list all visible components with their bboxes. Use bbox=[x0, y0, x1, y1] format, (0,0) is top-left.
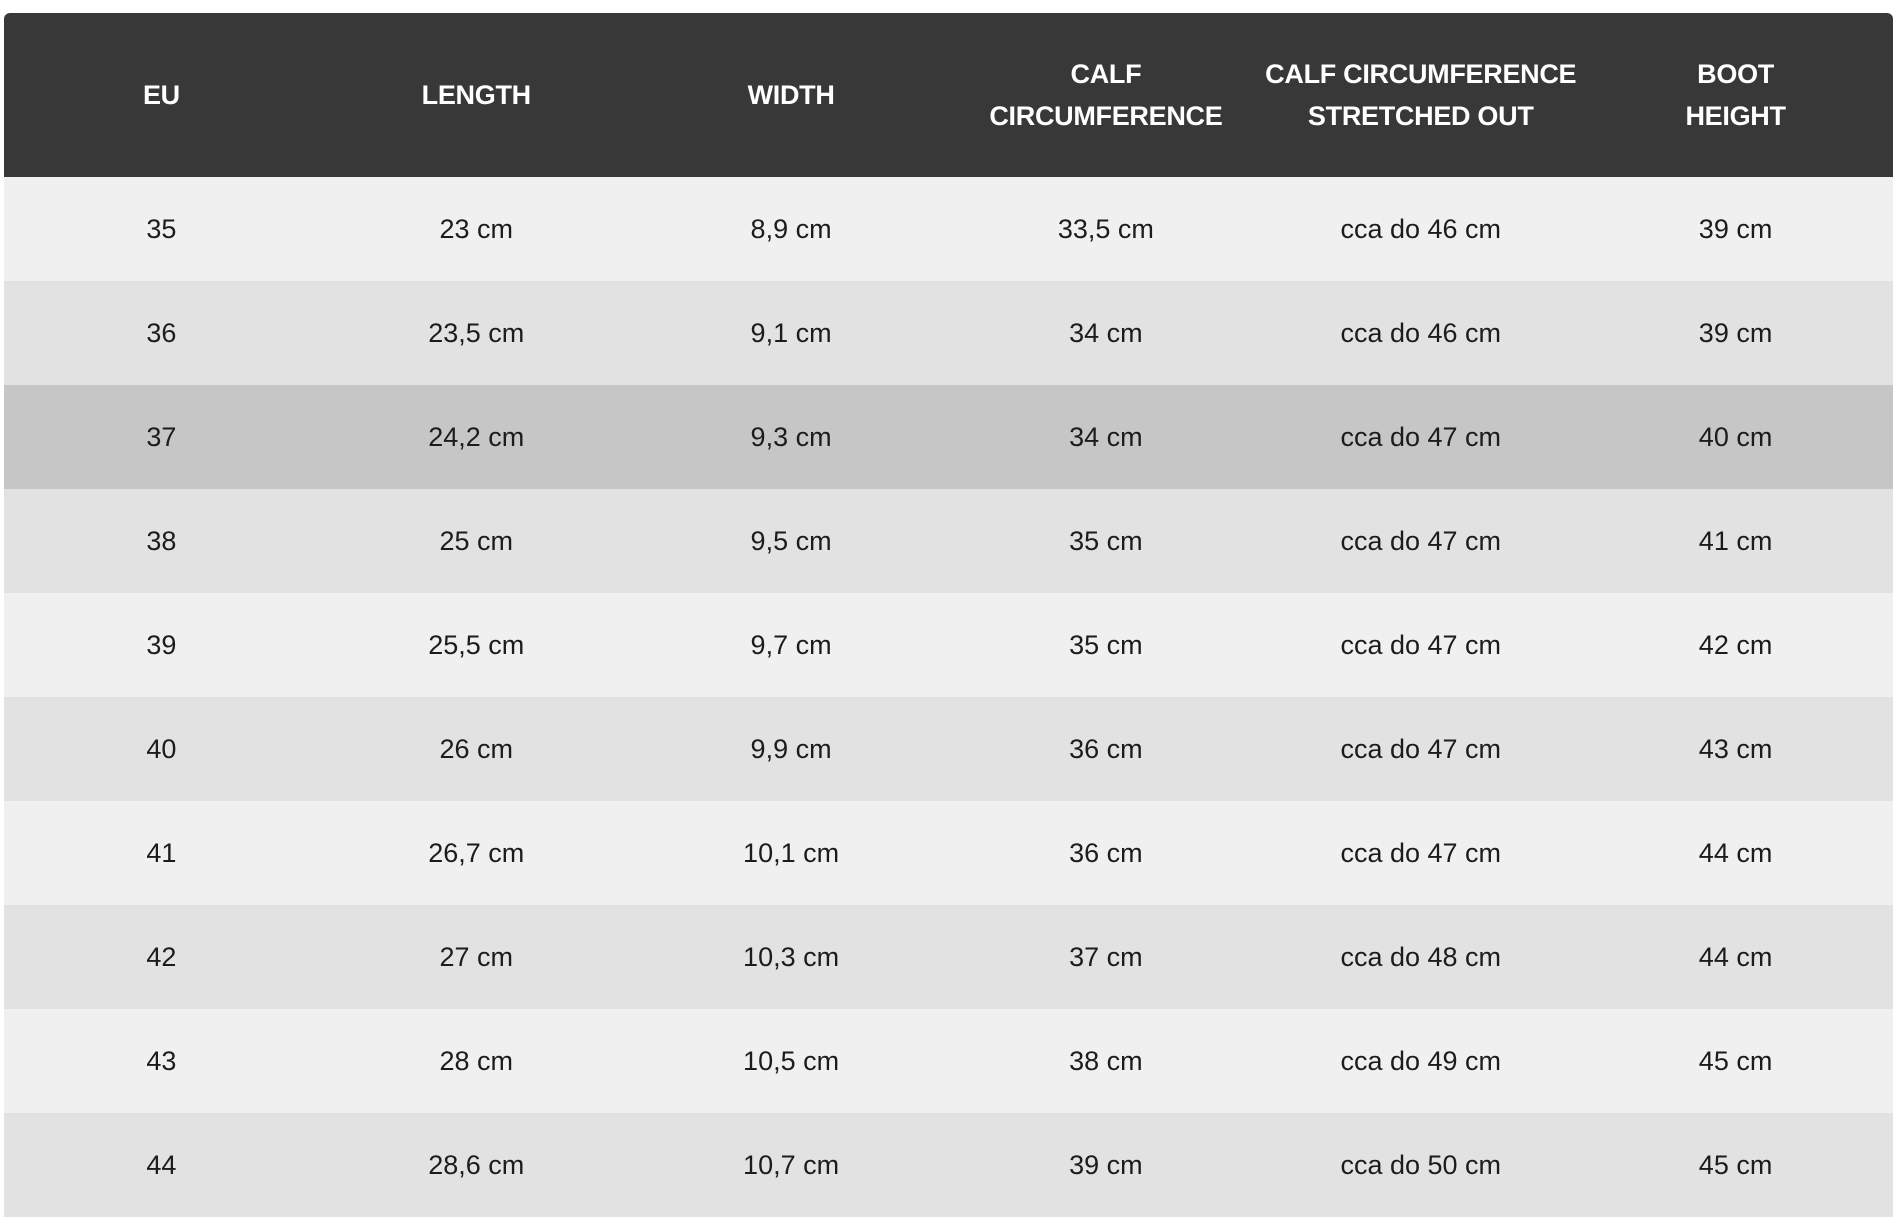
cell-eu: 41 bbox=[4, 801, 319, 905]
table-header bbox=[4, 13, 1893, 177]
header-label: HEIGHT bbox=[1685, 101, 1786, 131]
cell-width: 10,5 cm bbox=[634, 1009, 949, 1113]
cell-length: 24,2 cm bbox=[319, 385, 634, 489]
cell-width: 10,7 cm bbox=[634, 1113, 949, 1217]
cell-boot-height: 44 cm bbox=[1578, 801, 1893, 905]
table-row bbox=[4, 281, 1893, 385]
cell-boot-height: 40 cm bbox=[1578, 385, 1893, 489]
header-calf-circumference-stretched bbox=[1263, 13, 1578, 177]
cell-width: 9,7 cm bbox=[634, 593, 949, 697]
cell-length: 25 cm bbox=[319, 489, 634, 593]
cell-calf-stretched: cca do 47 cm bbox=[1263, 801, 1578, 905]
table-row bbox=[4, 1113, 1893, 1217]
header-label: WIDTH bbox=[747, 80, 835, 110]
cell-calf-stretched: cca do 49 cm bbox=[1263, 1009, 1578, 1113]
cell-calf-stretched: cca do 46 cm bbox=[1263, 177, 1578, 281]
table-row bbox=[4, 1009, 1893, 1113]
header-width bbox=[634, 13, 949, 177]
cell-length: 28,6 cm bbox=[319, 1113, 634, 1217]
cell-length: 26,7 cm bbox=[319, 801, 634, 905]
header-label: STRETCHED OUT bbox=[1307, 101, 1534, 131]
header-eu bbox=[4, 13, 319, 177]
cell-calf-stretched: cca do 46 cm bbox=[1263, 281, 1578, 385]
size-chart-table bbox=[4, 13, 1893, 1217]
cell-length: 26 cm bbox=[319, 697, 634, 801]
cell-calf-circumference: 34 cm bbox=[948, 385, 1263, 489]
table-row bbox=[4, 801, 1893, 905]
cell-length: 23,5 cm bbox=[319, 281, 634, 385]
cell-length: 25,5 cm bbox=[319, 593, 634, 697]
table-body bbox=[4, 177, 1893, 1217]
table-row bbox=[4, 905, 1893, 1009]
cell-eu: 37 bbox=[4, 385, 319, 489]
cell-eu: 38 bbox=[4, 489, 319, 593]
header-label: BOOT bbox=[1697, 59, 1774, 89]
header-calf-circumference bbox=[948, 13, 1263, 177]
cell-calf-circumference: 36 cm bbox=[948, 697, 1263, 801]
cell-eu: 36 bbox=[4, 281, 319, 385]
cell-boot-height: 39 cm bbox=[1578, 281, 1893, 385]
header-length bbox=[319, 13, 634, 177]
table-row bbox=[4, 385, 1893, 489]
cell-boot-height: 39 cm bbox=[1578, 177, 1893, 281]
cell-width: 9,3 cm bbox=[634, 385, 949, 489]
cell-width: 10,1 cm bbox=[634, 801, 949, 905]
cell-calf-stretched: cca do 47 cm bbox=[1263, 489, 1578, 593]
cell-eu: 39 bbox=[4, 593, 319, 697]
cell-width: 9,9 cm bbox=[634, 697, 949, 801]
cell-eu: 42 bbox=[4, 905, 319, 1009]
cell-calf-circumference: 37 cm bbox=[948, 905, 1263, 1009]
cell-calf-stretched: cca do 47 cm bbox=[1263, 697, 1578, 801]
table-row bbox=[4, 593, 1893, 697]
cell-calf-circumference: 35 cm bbox=[948, 489, 1263, 593]
cell-eu: 44 bbox=[4, 1113, 319, 1217]
header-label: CALF CIRCUMFERENCE bbox=[1265, 59, 1577, 89]
cell-length: 28 cm bbox=[319, 1009, 634, 1113]
cell-calf-circumference: 38 cm bbox=[948, 1009, 1263, 1113]
header-label: CALF bbox=[1070, 59, 1142, 89]
cell-calf-circumference: 34 cm bbox=[948, 281, 1263, 385]
cell-calf-stretched: cca do 47 cm bbox=[1263, 593, 1578, 697]
cell-width: 9,5 cm bbox=[634, 489, 949, 593]
cell-boot-height: 44 cm bbox=[1578, 905, 1893, 1009]
cell-width: 9,1 cm bbox=[634, 281, 949, 385]
table-row bbox=[4, 697, 1893, 801]
cell-eu: 43 bbox=[4, 1009, 319, 1113]
header-row bbox=[4, 13, 1893, 177]
cell-boot-height: 41 cm bbox=[1578, 489, 1893, 593]
cell-calf-stretched: cca do 47 cm bbox=[1263, 385, 1578, 489]
cell-calf-circumference: 36 cm bbox=[948, 801, 1263, 905]
cell-width: 8,9 cm bbox=[634, 177, 949, 281]
table-row bbox=[4, 489, 1893, 593]
cell-width: 10,3 cm bbox=[634, 905, 949, 1009]
cell-length: 23 cm bbox=[319, 177, 634, 281]
cell-calf-stretched: cca do 48 cm bbox=[1263, 905, 1578, 1009]
header-label: EU bbox=[142, 80, 180, 110]
header-boot-height bbox=[1578, 13, 1893, 177]
cell-calf-stretched: cca do 50 cm bbox=[1263, 1113, 1578, 1217]
cell-calf-circumference: 33,5 cm bbox=[948, 177, 1263, 281]
header-label: CIRCUMFERENCE bbox=[989, 101, 1223, 131]
header-label: LENGTH bbox=[421, 80, 531, 110]
cell-calf-circumference: 39 cm bbox=[948, 1113, 1263, 1217]
cell-boot-height: 42 cm bbox=[1578, 593, 1893, 697]
table-row bbox=[4, 177, 1893, 281]
cell-boot-height: 43 cm bbox=[1578, 697, 1893, 801]
cell-calf-circumference: 35 cm bbox=[948, 593, 1263, 697]
cell-boot-height: 45 cm bbox=[1578, 1009, 1893, 1113]
cell-eu: 35 bbox=[4, 177, 319, 281]
cell-length: 27 cm bbox=[319, 905, 634, 1009]
cell-eu: 40 bbox=[4, 697, 319, 801]
cell-boot-height: 45 cm bbox=[1578, 1113, 1893, 1217]
